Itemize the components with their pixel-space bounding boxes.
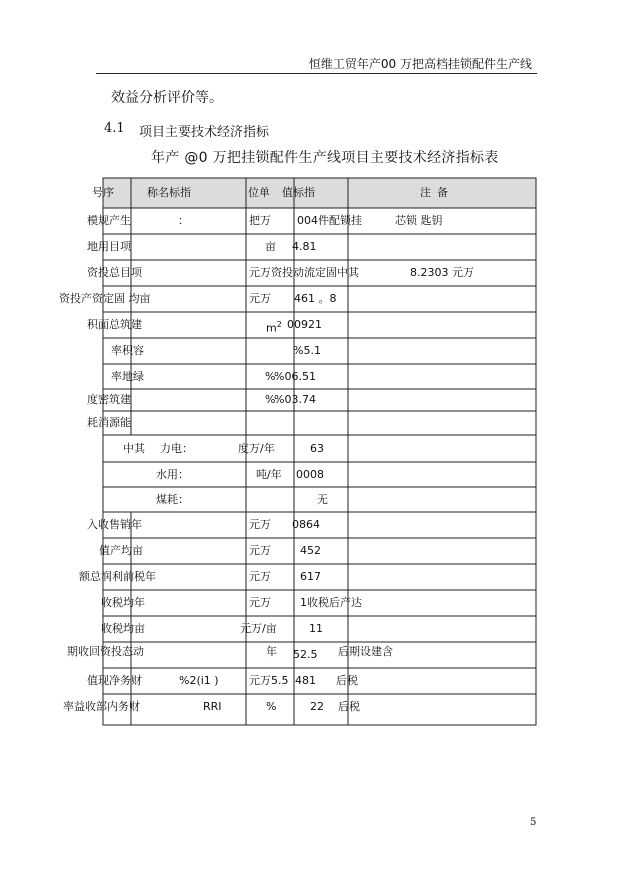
table-cell-unit: 亩 [265, 240, 276, 253]
table-cell-name: 值产均亩 [99, 544, 143, 557]
table-cell-value: 63 [310, 442, 324, 455]
table-header-name: 称名标指 [147, 186, 191, 199]
table-cell-unit: 元万 [249, 596, 271, 609]
table-cell-name: 率益收部内务财 [63, 700, 140, 713]
table-cell-sub: %2(i1 ) [179, 674, 219, 687]
table-header-value: 值标指 [282, 186, 315, 199]
table-cell-unit: 元万/亩 [240, 622, 277, 635]
table-cell-unit: 元万 [249, 518, 271, 531]
table-cell-remark: 8.2303 元万 [410, 266, 474, 279]
table-cell-sub: ： [178, 214, 189, 227]
table-cell-value: 452 [300, 544, 321, 557]
page-number: 5 [530, 817, 537, 828]
section-number: 4.1 [104, 121, 125, 136]
table-cell-value: 22 [310, 700, 324, 713]
table-cell-remark: 后税 [336, 674, 358, 687]
table-cell-value: 481 [295, 674, 316, 687]
table-cell-unit: % [265, 370, 276, 383]
intro-text: 效益分析评价等。 [111, 90, 223, 106]
table-cell-unit: 吨/年 [256, 468, 282, 481]
table-cell-sub: 煤耗： [156, 493, 189, 506]
table-cell-remark: 后税 [338, 700, 360, 713]
table-cell-unit: 元万5.5 [249, 674, 289, 687]
table-cell-value: %03.74 [274, 393, 316, 406]
table-header-remark: 注备 [420, 186, 454, 199]
table-cell-unit: 年 [266, 645, 277, 658]
table-cell-name: 模规产生 [87, 214, 131, 227]
table-cell-name: 度密筑建 [87, 393, 131, 406]
table-cell-name: 积面总筑建 [87, 318, 142, 331]
table-cell-name: 地用目项 [87, 240, 131, 253]
table-cell-name: 资投产资定固 均亩 [59, 292, 151, 305]
table-cell-value: %5.1 [293, 344, 321, 357]
table-cell-value: 0864 [292, 518, 320, 531]
table-header-unit: 位单 [248, 186, 270, 199]
table-cell-sub: 水用： [156, 468, 189, 481]
table-cell-value: 00921 [287, 318, 322, 331]
table-cell-value: %06.51 [274, 370, 316, 383]
table-cell-name: 收税均亩 [101, 622, 145, 635]
table-cell-value: 461 。8 [294, 292, 337, 305]
table-cell-name: 入收售销年 [87, 518, 142, 531]
table-cell-unit: 元万 [249, 570, 271, 583]
table-cell-name: 率地绿 [111, 370, 144, 383]
table-cell-value: 52.5 [293, 648, 318, 661]
table-cell-unit: 把万 [249, 214, 271, 227]
table-cell-remark: 后期设建含 [338, 645, 393, 658]
table-cell-name: 率积容 [111, 344, 144, 357]
table-cell-unit: % [265, 393, 276, 406]
table-cell-value: 1收税后产达 [300, 596, 362, 609]
table-cell-name: 耗消源能 [87, 416, 131, 429]
table-cell-unit: 元万 [249, 292, 271, 305]
table-cell-sub: 力电： [160, 442, 193, 455]
unit-superscript: 2 [276, 320, 282, 329]
table-cell-unit: 度万/年 [238, 442, 275, 455]
table-cell-sub: RRI [203, 700, 222, 713]
running-header: 恒维工贸年产00 万把高档挂锁配件生产线 [308, 57, 532, 71]
table-cell-name: 额总润利前税年 [79, 570, 156, 583]
table-cell-remark: 芯锁 匙钥 [395, 214, 443, 227]
table-header-index: 号序 [92, 186, 114, 199]
table-cell-unit: % [266, 700, 277, 713]
table-cell-value: 004件配锁挂 [297, 214, 362, 227]
table-cell-value: 4.81 [292, 240, 317, 253]
section-title: 项目主要技术经济指标 [139, 125, 270, 140]
table-cell-value: 0008 [296, 468, 324, 481]
table-cell-name: 值现净务财 [87, 674, 142, 687]
table-cell-unit [266, 318, 282, 336]
unit-text: m [266, 321, 277, 335]
table-cell-value: 617 [300, 570, 321, 583]
table-cell-value: 无 [317, 493, 328, 506]
table-cell-name: 中其 [123, 442, 145, 455]
table-cell-name: 收税均年 [101, 596, 145, 609]
table-cell-name: 资投总目项 [87, 266, 142, 279]
table-title: 年产 @0 万把挂锁配件生产线项目主要技术经济指标表 [151, 150, 499, 166]
table-cell-unit: 元万资投动流定固中其 [249, 266, 359, 279]
table-cell-name: 期收回资投态动 [67, 645, 144, 658]
table-cell-unit: 元万 [249, 544, 271, 557]
table-cell-value: 11 [309, 622, 323, 635]
